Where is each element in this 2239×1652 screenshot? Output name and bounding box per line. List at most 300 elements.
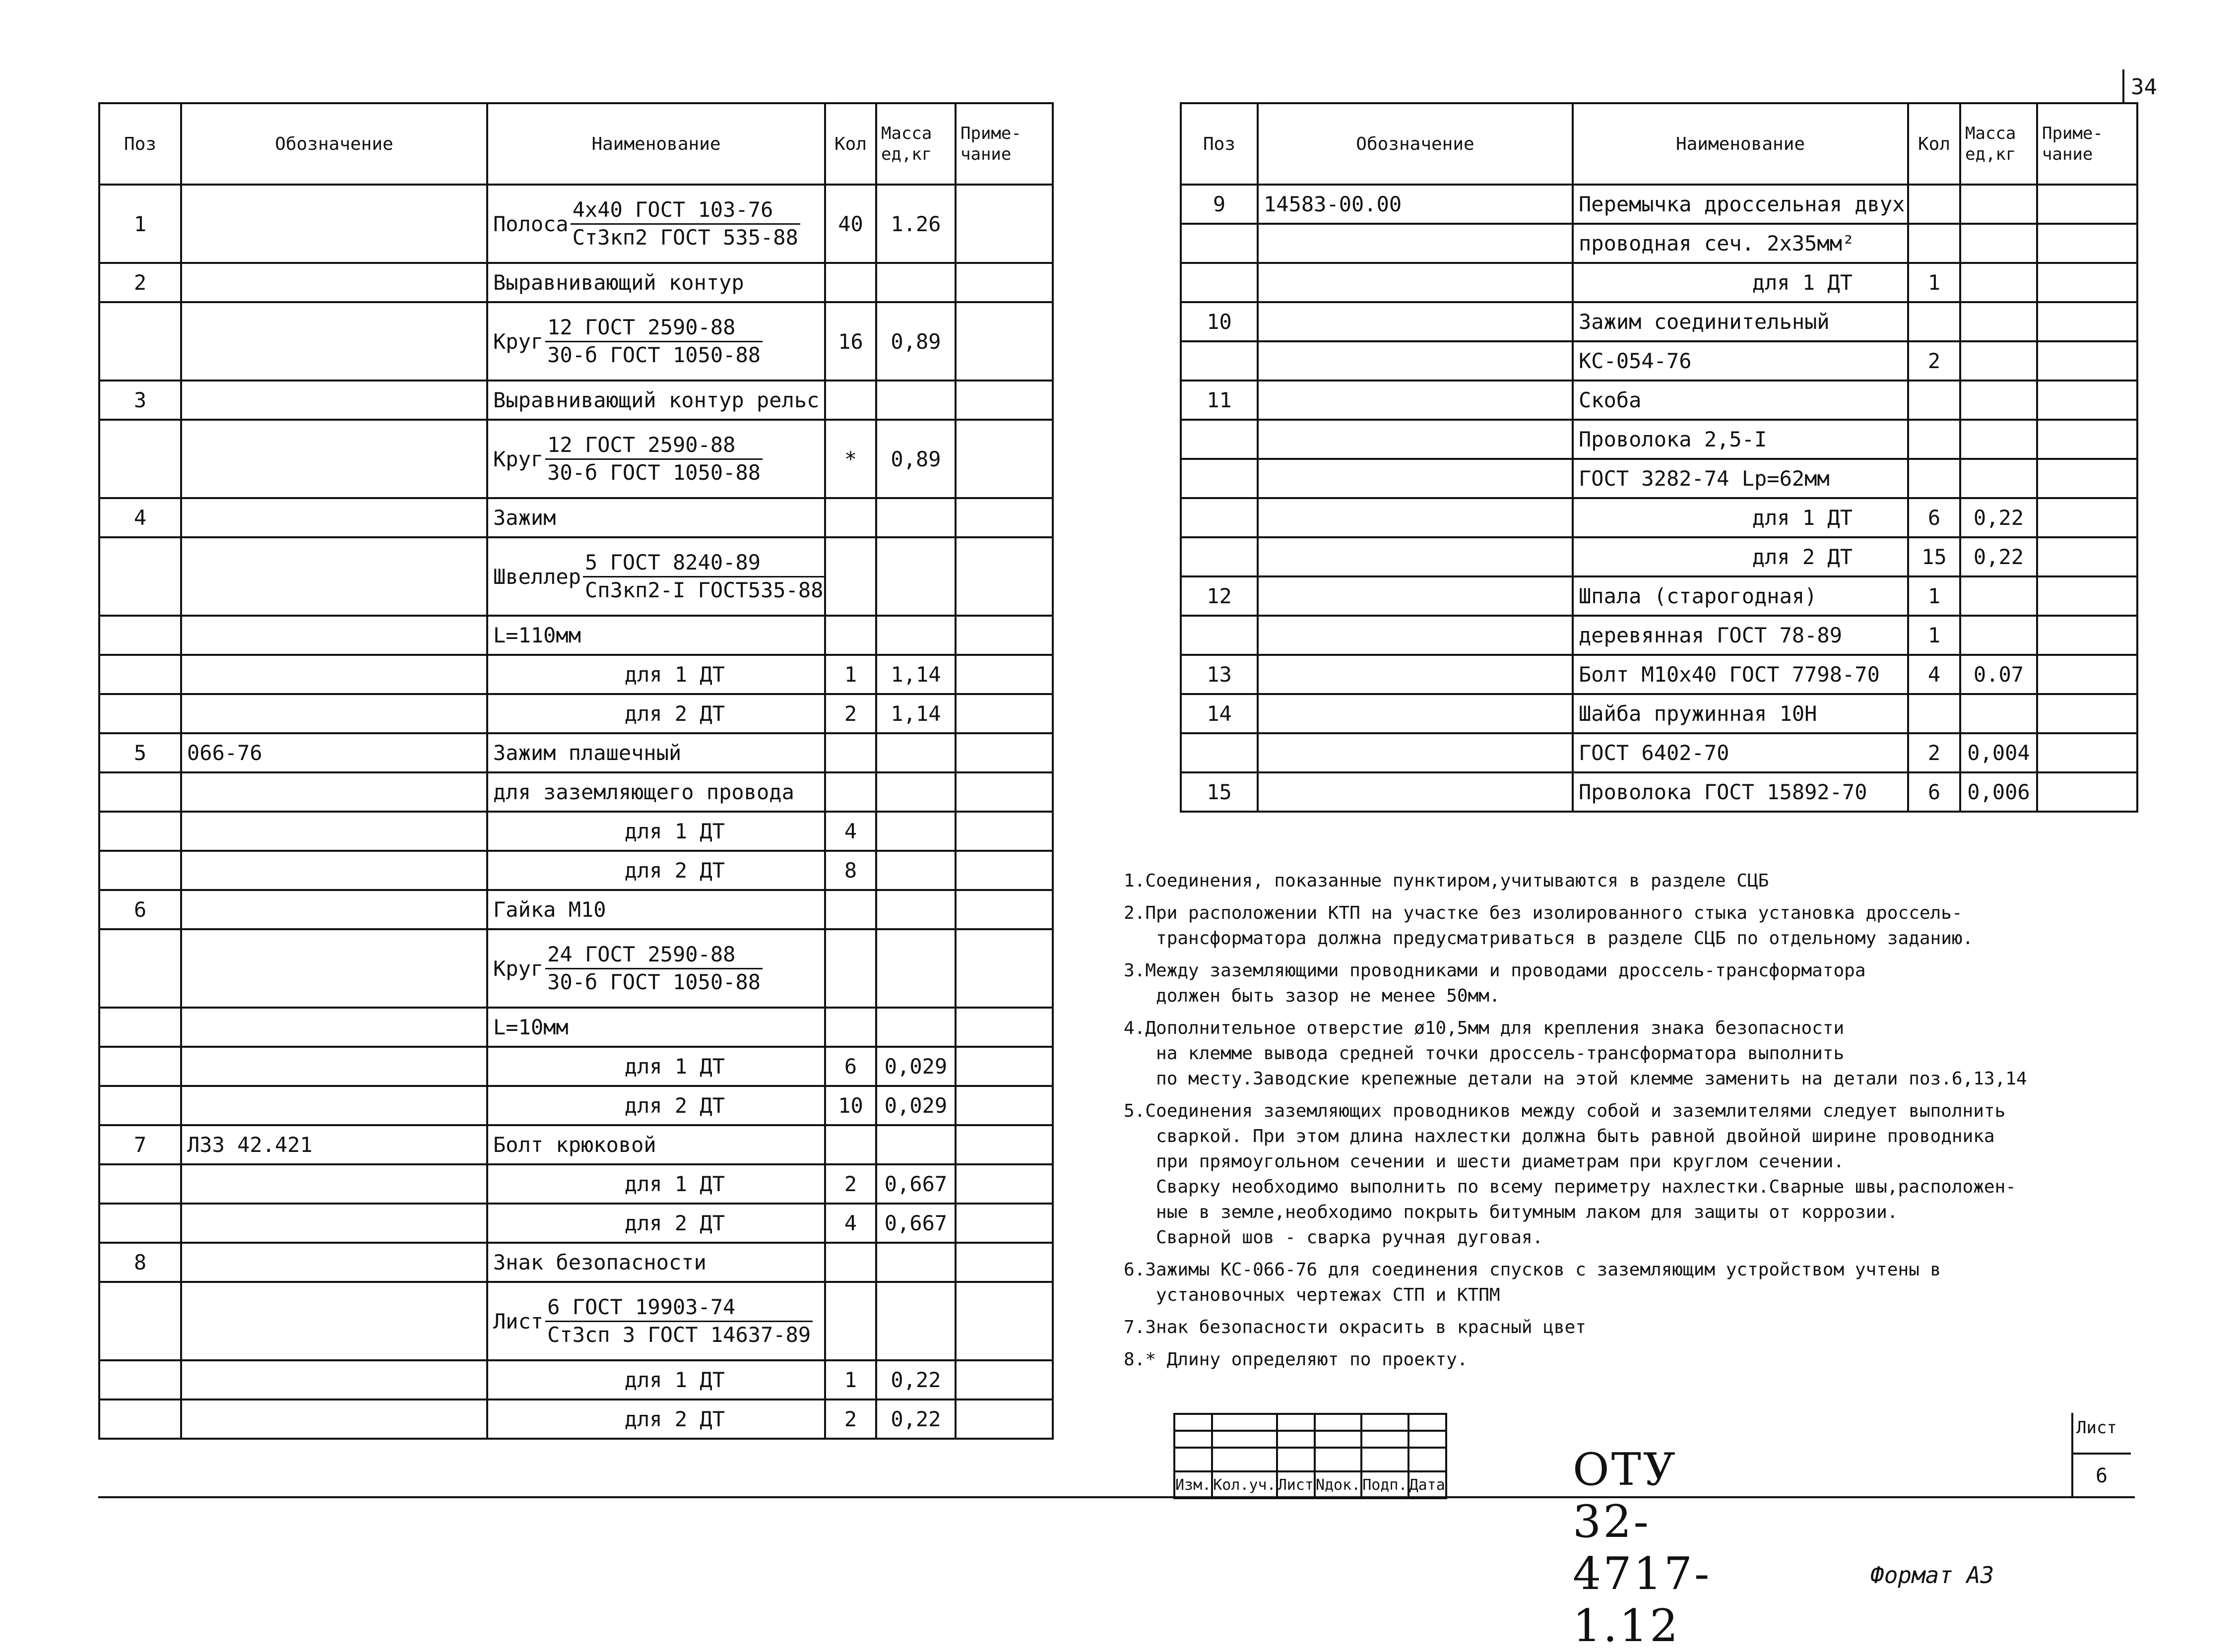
profile-fraction [493, 434, 763, 483]
cell-pos [1181, 616, 1258, 655]
cell-pos [99, 302, 181, 381]
cell-designation [181, 1008, 487, 1047]
cell-mass: 0,22 [1960, 498, 2037, 537]
cell-note [956, 655, 1053, 694]
cell-designation [181, 812, 487, 851]
cell-mass [876, 1282, 956, 1360]
table-row [99, 1125, 1053, 1164]
cell-qty: 2 [825, 694, 876, 733]
cell-pos [99, 812, 181, 851]
table-row [1181, 576, 2137, 616]
cell-qty [825, 890, 876, 929]
cell-designation [181, 381, 487, 420]
stamp-cell-list: Лист [1277, 1471, 1315, 1498]
cell-designation [181, 498, 487, 537]
cell-mass [1960, 302, 2037, 341]
cell-name: Шпала (старогодная) [1573, 576, 1908, 616]
cell-pos: 6 [99, 890, 181, 929]
cell-pos: 13 [1181, 655, 1258, 694]
cell-designation [181, 263, 487, 302]
cell-name: L=110мм [487, 616, 825, 655]
table-row [1181, 733, 2137, 772]
profile-name: Круг [493, 956, 544, 981]
cell-note [2037, 733, 2137, 772]
cell-mass [1960, 263, 2037, 302]
profile-fraction [493, 552, 825, 601]
cell-qty: 8 [825, 851, 876, 890]
cell-name: Зажим плашечный [487, 733, 825, 772]
cell-pos: 15 [1181, 772, 1258, 812]
cell-pos [99, 537, 181, 616]
cell-mass [1960, 694, 2037, 733]
profile-denominator: Ст3кп2 ГОСТ 535-88 [572, 225, 798, 250]
cell-designation [181, 185, 487, 263]
cell-note [956, 1086, 1053, 1125]
cell-qty: 1 [825, 655, 876, 694]
cell-name: Проволока ГОСТ 15892-70 [1573, 772, 1908, 812]
cell-note [2037, 498, 2137, 537]
cell-qty: 1 [1908, 263, 1960, 302]
cell-qty: 1 [825, 1360, 876, 1399]
cell-name [487, 929, 825, 1008]
cell-note [956, 1204, 1053, 1243]
cell-pos [99, 929, 181, 1008]
cell-qty: 1 [1908, 616, 1960, 655]
sheet-cell [2071, 1413, 2131, 1497]
note-8: 8.* Длину определяют по проекту. [1124, 1349, 1468, 1370]
cell-note [956, 185, 1053, 263]
cell-mass: 0,89 [876, 302, 956, 381]
table-row [1181, 341, 2137, 381]
cell-pos: 11 [1181, 381, 1258, 420]
cell-designation [1258, 498, 1573, 537]
header-designation: Обозначение [1258, 103, 1573, 185]
cell-name [487, 537, 825, 616]
cell-designation [181, 1086, 487, 1125]
header-qty: Кол [1908, 103, 1960, 185]
profile-name: Круг [493, 329, 544, 354]
profile-denominator: 30-б ГОСТ 1050-88 [547, 969, 761, 994]
cell-name: Знак безопасности [487, 1243, 825, 1282]
cell-designation [1258, 537, 1573, 576]
cell-mass [876, 537, 956, 616]
cell-note [956, 498, 1053, 537]
cell-note [956, 694, 1053, 733]
table-row [99, 1360, 1053, 1399]
table-row [99, 1008, 1053, 1047]
stamp-cell-podp: Подп. [1361, 1471, 1408, 1498]
cell-qty [1908, 694, 1960, 733]
sheet-cell-divider [2073, 1453, 2131, 1455]
cell-note [956, 1008, 1053, 1047]
sheet-number-divider [2122, 69, 2124, 103]
cell-pos: 3 [99, 381, 181, 420]
table-header-row [99, 103, 1053, 185]
cell-note [956, 1047, 1053, 1086]
cell-qty [825, 1008, 876, 1047]
cell-qty: 4 [1908, 655, 1960, 694]
stamp-cell-kol: Кол.уч. [1212, 1471, 1277, 1498]
cell-note [956, 929, 1053, 1008]
sheet-label: Лист [2076, 1418, 2117, 1438]
cell-mass [1960, 185, 2037, 224]
cell-pos [99, 655, 181, 694]
cell-pos [99, 851, 181, 890]
cell-name [487, 420, 825, 498]
cell-pos [1181, 537, 1258, 576]
cell-designation [1258, 576, 1573, 616]
cell-pos [1181, 733, 1258, 772]
cell-note [2037, 263, 2137, 302]
cell-mass [876, 929, 956, 1008]
cell-name: для 2 ДТ [1573, 537, 1908, 576]
table-row [99, 694, 1053, 733]
note-3: 3.Между заземляющими проводниками и проводами дроссель-трансформатора должен быть зазор не менее 50мм. [1124, 960, 1866, 1006]
cell-name: для 1 ДТ [1573, 498, 1908, 537]
cell-note [2037, 459, 2137, 498]
cell-note [2037, 185, 2137, 224]
notes-block [1124, 868, 2136, 1379]
cell-name: для 1 ДТ [487, 655, 825, 694]
cell-designation [1258, 224, 1573, 263]
cell-mass: 0,004 [1960, 733, 2037, 772]
cell-name: Проволока 2,5-I [1573, 420, 1908, 459]
header-pos: Поз [1181, 103, 1258, 185]
profile-denominator: Сп3кп2-I ГОСТ535-88 [585, 577, 824, 602]
cell-designation [1258, 733, 1573, 772]
cell-pos [99, 772, 181, 812]
cell-note [956, 302, 1053, 381]
profile-name: Лист [493, 1309, 544, 1334]
cell-mass [1960, 224, 2037, 263]
spec-table-left [98, 102, 1054, 1440]
cell-mass [1960, 420, 2037, 459]
cell-mass: 0,22 [1960, 537, 2037, 576]
cell-mass: 0,667 [876, 1204, 956, 1243]
table-row [1181, 655, 2137, 694]
cell-note [956, 1282, 1053, 1360]
table-row [1181, 381, 2137, 420]
cell-mass [876, 890, 956, 929]
header-mass: Масса ед,кг [1960, 103, 2037, 185]
table-row [1181, 694, 2137, 733]
profile-numerator: 6 ГОСТ 19903-74 [545, 1296, 813, 1322]
cell-designation: 066-76 [181, 733, 487, 772]
table-row [99, 851, 1053, 890]
cell-qty [825, 1243, 876, 1282]
cell-mass: 0,029 [876, 1047, 956, 1086]
cell-mass [876, 851, 956, 890]
cell-designation [181, 616, 487, 655]
table-row [1181, 420, 2137, 459]
table-row [1181, 616, 2137, 655]
cell-pos [1181, 498, 1258, 537]
cell-mass: 0,89 [876, 420, 956, 498]
cell-pos [99, 1399, 181, 1439]
cell-mass [1960, 381, 2037, 420]
cell-name: для 1 ДТ [487, 1360, 825, 1399]
table-row [99, 1399, 1053, 1439]
cell-name: для 1 ДТ [487, 1047, 825, 1086]
cell-name: для 1 ДТ [487, 812, 825, 851]
profile-denominator: Ст3сп 3 ГОСТ 14637-89 [547, 1322, 811, 1347]
note-6: 6.Зажимы КС-066-76 для соединения спусков с заземляющим устройством учтены в установочных чертежах СТП и КТПМ [1124, 1260, 1941, 1305]
cell-name: для 2 ДТ [487, 694, 825, 733]
cell-designation [1258, 459, 1573, 498]
cell-pos: 14 [1181, 694, 1258, 733]
cell-note [956, 890, 1053, 929]
cell-note [2037, 341, 2137, 381]
table-row [99, 772, 1053, 812]
cell-mass: 0,22 [876, 1399, 956, 1439]
cell-note [956, 1243, 1053, 1282]
cell-qty: 4 [825, 1204, 876, 1243]
profile-numerator: 5 ГОСТ 8240-89 [583, 552, 825, 577]
cell-pos [1181, 224, 1258, 263]
cell-designation [181, 655, 487, 694]
cell-name: для 2 ДТ [487, 851, 825, 890]
cell-note [956, 1360, 1053, 1399]
cell-designation [1258, 655, 1573, 694]
cell-note [956, 1399, 1053, 1439]
cell-qty [825, 616, 876, 655]
cell-name: для 2 ДТ [487, 1086, 825, 1125]
cell-name: Шайба пружинная 10Н [1573, 694, 1908, 733]
table-row [99, 302, 1053, 381]
cell-pos [1181, 459, 1258, 498]
cell-mass: 0,006 [1960, 772, 2037, 812]
cell-qty: 16 [825, 302, 876, 381]
cell-name: Гайка М10 [487, 890, 825, 929]
cell-mass [876, 772, 956, 812]
cell-qty: 6 [1908, 498, 1960, 537]
cell-note [956, 851, 1053, 890]
note-2: 2.При расположении КТП на участке без изолированного стыка установка дроссель- трансформатора должна предусматриваться в разделе СЦБ по отдельному заданию. [1124, 903, 1974, 949]
table-row [99, 929, 1053, 1008]
cell-qty: 10 [825, 1086, 876, 1125]
note-7: 7.Знак безопасности окрасить в красный цвет [1124, 1317, 1586, 1337]
note-1: 1.Соединения, показанные пунктиром,учитываются в разделе СЦБ [1124, 871, 1769, 891]
cell-qty [825, 381, 876, 420]
header-mass: Масса ед,кг [876, 103, 956, 185]
cell-name: для 2 ДТ [487, 1399, 825, 1439]
cell-name: ГОСТ 3282-74 Lр=62мм [1573, 459, 1908, 498]
cell-qty [1908, 459, 1960, 498]
cell-mass [876, 1008, 956, 1047]
cell-name: ГОСТ 6402-70 [1573, 733, 1908, 772]
cell-qty [825, 929, 876, 1008]
cell-qty: 15 [1908, 537, 1960, 576]
table-row [99, 1282, 1053, 1360]
cell-name: Болт М10х40 ГОСТ 7798-70 [1573, 655, 1908, 694]
cell-pos [99, 1086, 181, 1125]
table-row [99, 381, 1053, 420]
profile-denominator: 30-б ГОСТ 1050-88 [547, 460, 761, 485]
cell-designation: 14583-00.00 [1258, 185, 1573, 224]
cell-pos: 5 [99, 733, 181, 772]
cell-qty: 4 [825, 812, 876, 851]
cell-mass [876, 498, 956, 537]
cell-designation [1258, 694, 1573, 733]
cell-pos [99, 1008, 181, 1047]
profile-numerator: 24 ГОСТ 2590-88 [545, 944, 763, 969]
cell-designation [1258, 381, 1573, 420]
cell-mass [876, 1125, 956, 1164]
table-row [1181, 185, 2137, 224]
cell-note [956, 420, 1053, 498]
profile-fraction [493, 317, 763, 366]
cell-note [956, 1125, 1053, 1164]
cell-note [956, 616, 1053, 655]
table-row [99, 537, 1053, 616]
header-name: Наименование [487, 103, 825, 185]
cell-designation [1258, 420, 1573, 459]
cell-designation [1258, 302, 1573, 341]
cell-pos [99, 1047, 181, 1086]
cell-mass: 0,029 [876, 1086, 956, 1125]
cell-pos: 7 [99, 1125, 181, 1164]
cell-name: проводная сеч. 2х35мм² [1573, 224, 1908, 263]
cell-mass [876, 381, 956, 420]
cell-designation [181, 694, 487, 733]
document-code: ОТУ 32-4717-1.12 [1573, 1444, 1712, 1652]
cell-qty [1908, 302, 1960, 341]
profile-fraction [493, 199, 800, 248]
cell-note [2037, 537, 2137, 576]
table-row [99, 616, 1053, 655]
cell-pos [1181, 263, 1258, 302]
cell-qty [825, 772, 876, 812]
cell-qty [825, 498, 876, 537]
cell-name: КС-054-76 [1573, 341, 1908, 381]
cell-note [956, 381, 1053, 420]
header-name: Наименование [1573, 103, 1908, 185]
cell-mass [1960, 459, 2037, 498]
cell-mass: 0,22 [876, 1360, 956, 1399]
cell-note [956, 537, 1053, 616]
table-row [1181, 772, 2137, 812]
table-row [1181, 459, 2137, 498]
profile-fraction [493, 1296, 813, 1345]
cell-name: деревянная ГОСТ 78-89 [1573, 616, 1908, 655]
cell-mass [1960, 576, 2037, 616]
table-row [1181, 302, 2137, 341]
cell-designation [181, 1360, 487, 1399]
cell-qty: 2 [825, 1399, 876, 1439]
table-row [1181, 537, 2137, 576]
cell-name: L=10мм [487, 1008, 825, 1047]
profile-fraction [493, 944, 763, 993]
cell-qty [825, 1125, 876, 1164]
note-4: 4.Дополнительное отверстие ø10,5мм для крепления знака безопасности на клемме вывода средней точки дроссель-трансформатора выполнить по месту.Заводские крепежные детали на этой клемме заменить на детали поз.6,13,14 [1124, 1018, 2027, 1089]
cell-qty: 2 [825, 1164, 876, 1204]
cell-qty: 6 [825, 1047, 876, 1086]
cell-qty [1908, 420, 1960, 459]
cell-note [2037, 694, 2137, 733]
cell-name [487, 302, 825, 381]
cell-note [2037, 302, 2137, 341]
cell-name: Болт крюковой [487, 1125, 825, 1164]
sheet-value: 6 [2096, 1464, 2108, 1487]
cell-pos [99, 1282, 181, 1360]
cell-name: для 1 ДТ [487, 1164, 825, 1204]
table-row [99, 1164, 1053, 1204]
cell-note [2037, 224, 2137, 263]
profile-denominator: 30-б ГОСТ 1050-88 [547, 342, 761, 367]
cell-pos [99, 1360, 181, 1399]
table-row [1181, 224, 2137, 263]
stamp-cell-data: Дата [1408, 1471, 1446, 1498]
cell-name: Выравнивающий контур рельс [487, 381, 825, 420]
cell-designation [181, 851, 487, 890]
table-row [99, 733, 1053, 772]
frame-bottom-line [98, 1496, 2135, 1498]
cell-mass [876, 616, 956, 655]
profile-name: Швеллер [493, 564, 581, 589]
cell-note [956, 1164, 1053, 1204]
cell-designation [1258, 772, 1573, 812]
cell-qty: 2 [1908, 341, 1960, 381]
cell-name [487, 185, 825, 263]
table-row [99, 1086, 1053, 1125]
cell-name: Перемычка дроссельная двух [1573, 185, 1908, 224]
cell-qty [1908, 224, 1960, 263]
cell-pos: 10 [1181, 302, 1258, 341]
cell-name [487, 1282, 825, 1360]
table-row [99, 812, 1053, 851]
cell-pos: 9 [1181, 185, 1258, 224]
table-header-row [1181, 103, 2137, 185]
cell-pos: 4 [99, 498, 181, 537]
cell-mass: 0.07 [1960, 655, 2037, 694]
table-row [99, 498, 1053, 537]
cell-pos [1181, 420, 1258, 459]
cell-note [2037, 420, 2137, 459]
cell-qty [825, 733, 876, 772]
cell-note [956, 772, 1053, 812]
sheet-number: 34 [2131, 74, 2157, 100]
cell-mass [1960, 616, 2037, 655]
header-pos: Поз [99, 103, 181, 185]
note-5: 5.Соединения заземляющих проводников между собой и заземлителями следует выполнить сваркой. При этом длина нахлестки должна быть равной двойной ширине проводника при прямоугольном сечении и шести диаметрам при круглом сечении. Сварку необходимо выполнить по всему периметру нахлестки.Сварные швы,расположен- ные в земле,необходимо покрыть битумным лаком для защиты от коррозии. Сварной шов - сварка ручная дуговая. [1124, 1101, 2016, 1248]
cell-mass [876, 733, 956, 772]
cell-qty [825, 263, 876, 302]
cell-mass [1960, 341, 2037, 381]
table-row [99, 263, 1053, 302]
profile-name: Круг [493, 446, 544, 471]
cell-pos [99, 694, 181, 733]
spec-table-right [1180, 102, 2138, 813]
cell-designation [181, 1399, 487, 1439]
table-row [99, 655, 1053, 694]
cell-qty [825, 1282, 876, 1360]
cell-name: Выравнивающий контур [487, 263, 825, 302]
cell-qty [825, 537, 876, 616]
cell-pos [99, 616, 181, 655]
table-row [1181, 263, 2137, 302]
cell-pos [99, 1204, 181, 1243]
table-row [99, 890, 1053, 929]
stamp-cell-izm: Изм. [1174, 1471, 1212, 1498]
cell-note [2037, 616, 2137, 655]
cell-qty: 2 [1908, 733, 1960, 772]
table-row [99, 1047, 1053, 1086]
cell-designation [1258, 616, 1573, 655]
cell-name: Зажим [487, 498, 825, 537]
cell-mass: 1,14 [876, 694, 956, 733]
cell-qty [1908, 381, 1960, 420]
cell-designation [181, 1164, 487, 1204]
